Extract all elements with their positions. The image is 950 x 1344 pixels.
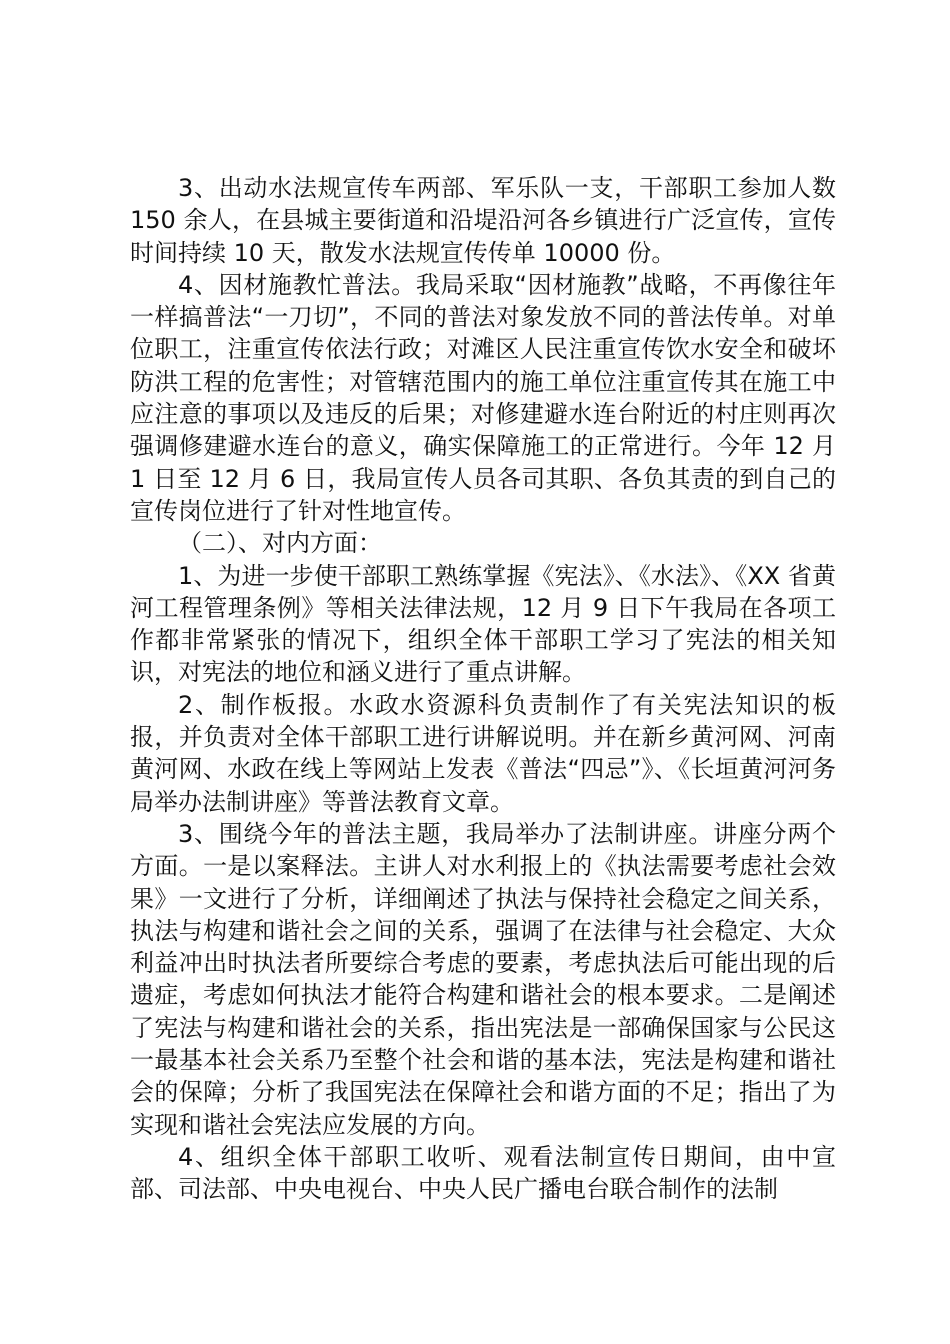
paragraph-tailored-education: 4、因材施教忙普法。我局采取“因材施教”战略，不再像往年一样搞普法“一刀切”，不同的普法对象发放不同的普法传单。对单位职工，注重宣传依法行政；对滩区人民注重宣传饮水安全和破坏防洪工程的危害性；对管辖范围内的施工单位注重宣传其在施工中应注意的事项以及违反的后果；对修建避水连台附近的村庄则再次强调修建避水连台的意义，确实保障施工的正常进行。今年 12 月 1 日至 12 月 6 日，我局宣传人员各司其职、各负其责的到自己的宣传岗位进行了针对性地宣传。: [130, 270, 836, 525]
paragraph-blackboard-newspaper: 2、制作板报。水政水资源科负责制作了有关宪法知识的板报，并负责对全体干部职工进行讲解说明。并在新乡黄河网、河南黄河网、水政在线上等网站上发表《普法“四忌”》、《长垣黄河河务局举办法制讲座》等普法教育文章。: [130, 690, 836, 816]
paragraph-legal-lecture: 3、围绕今年的普法主题，我局举办了法制讲座。讲座分两个方面。一是以案释法。主讲人对水利报上的《执法需要考虑社会效果》一文进行了分析，详细阐述了执法与保持社会稳定之间关系，执法与构建和谐社会之间的关系，强调了在法律与社会稳定、大众利益冲出时执法者所要综合考虑的要素，考虑执法后可能出现的后遗症，考虑如何执法才能符合构建和谐社会的根本要求。二是阐述了宪法与构建和谐社会的关系，指出宪法是一部确保国家与公民这一最基本社会关系乃至整个社会和谐的基本法，宪法是构建和谐社会的保障；分析了我国宪法在保障社会和谐方面的不足；指出了为实现和谐社会宪法应发展的方向。: [130, 819, 836, 1139]
paragraph-broadcast-viewing: 4、组织全体干部职工收听、观看法制宣传日期间，由中宣部、司法部、中央电视台、中央人民广播电台联合制作的法制: [130, 1142, 836, 1204]
document-body: [130, 172, 836, 1206]
paragraph-constitution-study: 1、为进一步使干部职工熟练掌握《宪法》、《水法》、《XX 省黄河工程管理条例》等相关法律法规，12 月 9 日下午我局在各项工作都非常紧张的情况下，组织全体干部职工学习了宪法的相关知识，对宪法的地位和涵义进行了重点讲解。: [130, 561, 836, 687]
section-heading-internal: （二）、对内方面：: [178, 529, 382, 558]
paragraph-propaganda-vehicles: 3、出动水法规宣传车两部、军乐队一支，干部职工参加人数 150 余人，在县城主要街道和沿堤沿河各乡镇进行广泛宣传，宣传时间持续 10 天，散发水法规宣传传单 10000 份。: [130, 174, 836, 267]
